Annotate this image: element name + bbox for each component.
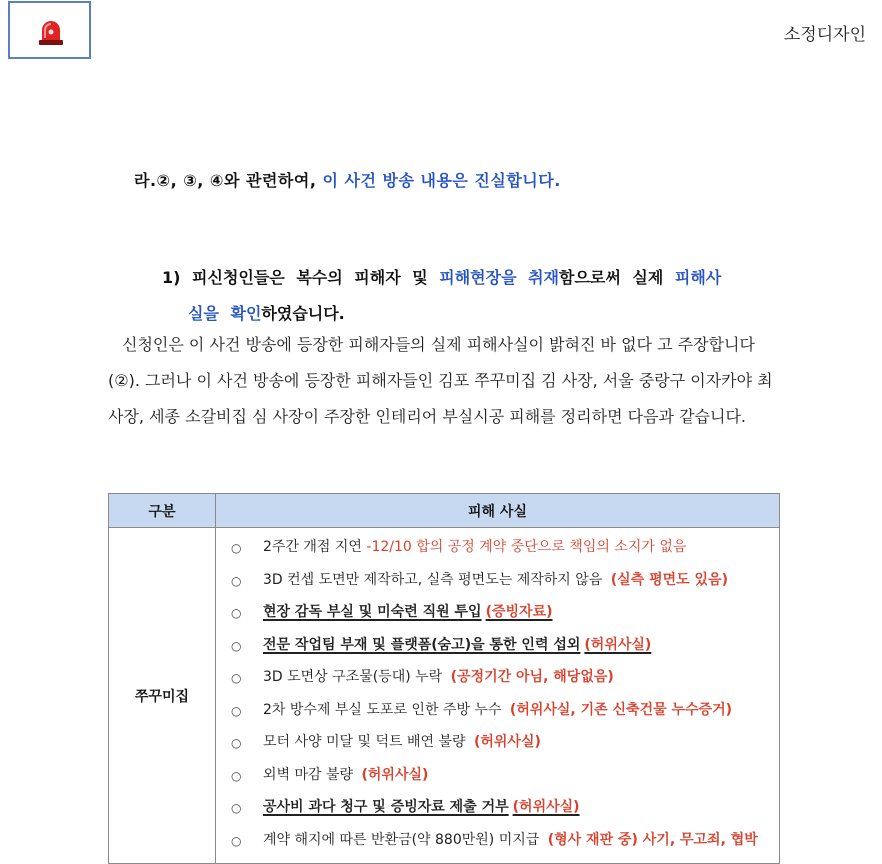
list-item xyxy=(217,732,778,765)
bullet-icon: ○ xyxy=(231,768,242,783)
subsection-highlight-b: 피해사 xyxy=(674,268,722,287)
list-item xyxy=(217,537,778,570)
bullet-icon: ○ xyxy=(231,736,242,750)
paragraph-line: 신청인은 이 사건 방송에 등장한 피해자들의 실제 피해사실이 밝혀진 바 없다 고 주장합니다 xyxy=(122,335,755,354)
table-header-row xyxy=(109,494,780,528)
item-text: 계약 해지에 따른 반환금(약 880만원) 미지급 xyxy=(263,831,540,848)
subsection-text-a: 피신청인들은 복수의 피해자 및 xyxy=(192,268,428,287)
bullet-icon: ○ xyxy=(231,541,242,555)
item-tag: (형사 재판 중) 사기, 무고죄, 협박 xyxy=(547,831,758,848)
list-item xyxy=(217,602,778,635)
item-text: 공사비 과다 청구 및 증빙자료 제출 거부 xyxy=(263,799,509,815)
item-tag: (허위사실) xyxy=(584,636,652,653)
bullet-icon: ○ xyxy=(231,638,242,653)
heading-highlight: 이 사건 방송 내용은 진실합니다. xyxy=(322,171,561,190)
item-tag: (공정기간 아님, 해당없음) xyxy=(450,669,614,685)
bullet-icon: ○ xyxy=(231,573,242,588)
subsection-text-c: 하였습니다. xyxy=(261,304,345,323)
list-item xyxy=(217,830,778,863)
damage-table xyxy=(108,493,780,864)
item-tag: -12/10 합의 공정 계약 중단으로 책임의 소지가 없음 xyxy=(366,539,687,555)
column-header-damage: 피해 사실 xyxy=(216,494,780,528)
item-text: 3D 컨셉 도면만 제작하고, 실측 평면도는 제작하지 않음 xyxy=(263,571,603,588)
item-tag: (허위사실) xyxy=(512,799,580,815)
body-paragraph xyxy=(108,327,788,435)
list-item xyxy=(217,635,778,668)
heading-prefix: 라.②, ③, ④와 관련하여, xyxy=(134,171,317,190)
damage-list xyxy=(217,529,778,862)
paragraph-line: (②). 그러나 이 사건 방송에 등장한 피해자들인 김포 쭈꾸미집 김 사장, 서울 중랑구 이자카야 최 xyxy=(108,371,773,390)
item-text: 모터 사양 미달 및 덕트 배연 불량 xyxy=(263,734,466,750)
bullet-icon: ○ xyxy=(231,833,242,848)
subsection-text-b: 함으로써 실제 xyxy=(559,268,664,287)
item-tag: (허위사실) xyxy=(361,766,429,783)
item-text: 현장 감독 부실 및 미숙련 직원 투입 xyxy=(263,604,482,620)
alarm-siren-icon xyxy=(38,18,64,46)
item-text: 3D 도면상 구조물(등대) 누락 xyxy=(263,669,443,685)
subsection-number: 1) xyxy=(162,268,181,287)
item-text: 2주간 개점 지연 xyxy=(263,539,362,555)
list-item xyxy=(217,570,778,603)
subsection-highlight-a: 피해현장을 취재 xyxy=(439,268,560,287)
item-tag: (실측 평면도 있음) xyxy=(610,571,728,588)
item-text: 외벽 마감 불량 xyxy=(263,766,354,783)
section-heading xyxy=(134,168,561,191)
bullet-icon: ○ xyxy=(231,703,242,718)
paragraph-line: 사장, 세종 소갈비집 심 사장이 주장한 인테리어 부실시공 피해를 정리하면 다음과 같습니다. xyxy=(108,407,746,426)
item-text: 2차 방수제 부실 도포로 인한 주방 누수 xyxy=(263,701,502,718)
item-tag: (허위사실, 기존 신축건물 누수증거) xyxy=(509,701,732,718)
bullet-icon: ○ xyxy=(231,671,242,685)
column-header-category: 구분 xyxy=(109,494,216,528)
list-item xyxy=(217,700,778,733)
category-cell: 쭈꾸미집 xyxy=(109,528,216,864)
damage-cell xyxy=(216,528,780,864)
item-tag: (허위사실) xyxy=(473,734,541,750)
item-tag: (증빙자료) xyxy=(485,604,553,620)
bullet-icon: ○ xyxy=(231,801,242,815)
bullet-icon: ○ xyxy=(231,606,242,620)
subsection-highlight-c: 실을 확인 xyxy=(188,304,262,323)
item-text: 전문 작업팀 부재 및 플랫폼(숨고)을 통한 인력 섭외 xyxy=(263,636,581,653)
list-item xyxy=(217,667,778,700)
alarm-siren-box xyxy=(8,1,91,59)
list-item xyxy=(217,765,778,798)
list-item xyxy=(217,797,778,830)
table-row xyxy=(109,528,780,864)
subsection-heading xyxy=(162,260,752,332)
brand-name: 소정디자인 xyxy=(783,25,866,45)
